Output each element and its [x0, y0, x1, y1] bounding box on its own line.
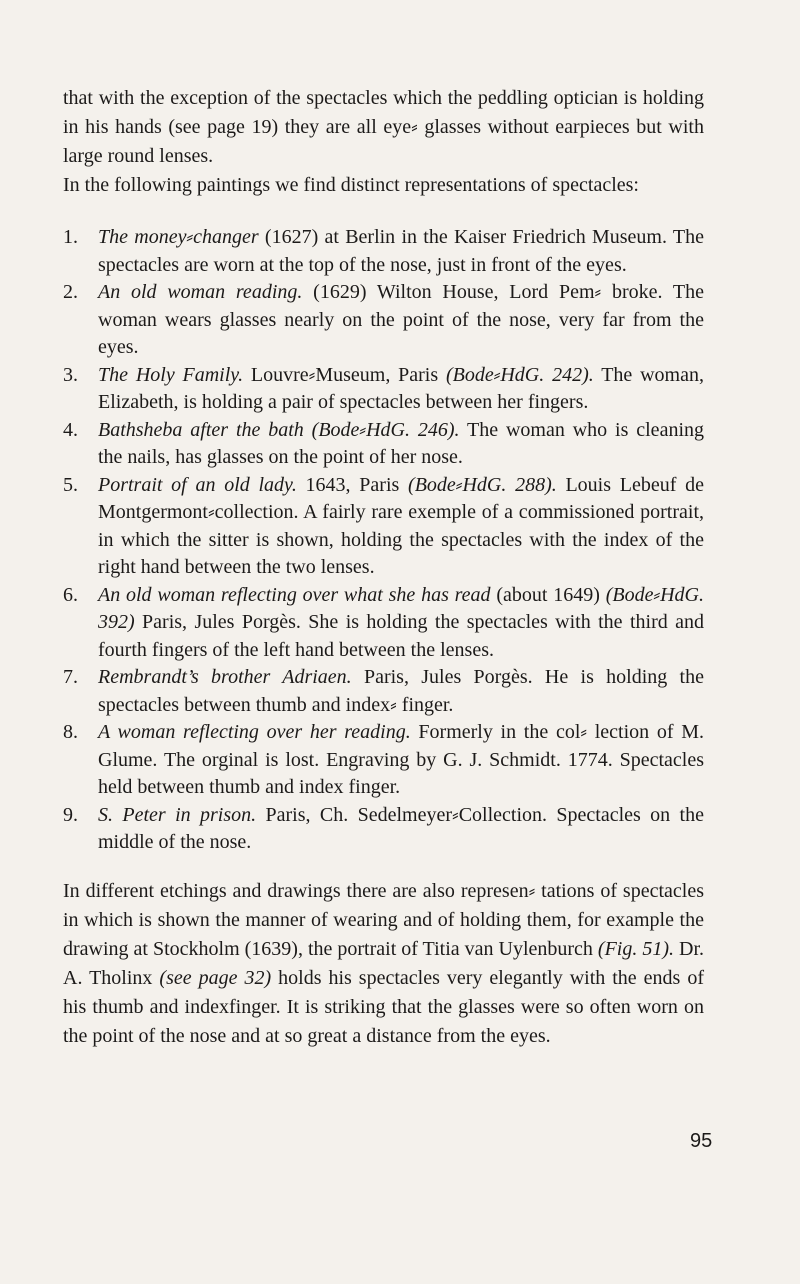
- item-text: Paris, Jules Porgès. He is holding the spectacles between thumb and index⸗ finger.: [98, 666, 704, 716]
- item-reference: (Bode⸗HdG. 242).: [445, 363, 594, 386]
- intro-paragraph-2: In the following paintings we find distinct representations of spectacles:: [63, 174, 639, 196]
- figure-reference: (Fig. 51).: [597, 937, 675, 960]
- item-number: 2.: [63, 281, 78, 303]
- closing-text-3: holds his spectacles very elegantly with the ends of his thumb and indexfinger. It is striking that the glasses were so often worn on the point of the nose and at so great a distance from the eyes.: [63, 966, 704, 1047]
- item-title: Rembrandt’s brother Adriaen.: [98, 666, 352, 688]
- list-item: [63, 664, 704, 719]
- item-title: S. Peter in prison.: [98, 803, 257, 826]
- item-text-2: Louis Lebeuf de Montgermont⸗collection. A fairly rare exemple of a commissioned portrait, in which the sitter is shown, holding the spectacles with the index of the right hand between the two lenses.: [98, 473, 704, 578]
- item-text: Formerly in the col⸗ lection of M. Glume. The orginal is lost. Engraving by G. J. Schmidt. 1774. Spectacles held between thumb and index finger.: [98, 721, 704, 798]
- list-item: [63, 719, 704, 802]
- item-number: 3.: [63, 363, 78, 386]
- item-text: Louvre⸗Museum, Paris: [243, 363, 446, 386]
- list-item: [63, 417, 704, 472]
- item-number: 4.: [63, 418, 78, 441]
- item-text-2: Paris, Jules Porgès. She is holding the spectacles with the third and fourth fingers of the left hand between the lenses.: [98, 611, 704, 661]
- item-text: (about 1649): [490, 583, 606, 606]
- item-reference: (Bode⸗HdG. 392): [98, 583, 704, 633]
- intro-paragraph-1: that with the exception of the spectacles which the peddling optician is holding in his hands (see page 19) they are all eye⸗ glasses without earpieces but with large round lenses.: [63, 87, 704, 167]
- item-number: 8.: [63, 721, 78, 743]
- item-title: A woman reflecting over her reading.: [98, 721, 411, 743]
- item-title: Portrait of an old lady.: [98, 473, 297, 496]
- item-title: The money⸗changer: [98, 226, 259, 248]
- closing-text-1: In different etchings and drawings there are also represen⸗ tations of spectacles in which is shown the manner of wearing and of holding them, for example the drawing at Stockholm (1639), the portrait of Titia van Uylenburch: [63, 879, 704, 960]
- item-title: The Holy Family.: [98, 363, 244, 386]
- item-reference: (Bode⸗HdG. 288).: [408, 473, 557, 496]
- closing-paragraph: [63, 877, 704, 1051]
- item-number: 6.: [63, 583, 78, 606]
- list-item: [63, 362, 704, 417]
- item-text: Paris, Ch. Sedelmeyer⸗Collection. Spectacles on the middle of the nose.: [98, 803, 704, 853]
- item-text: The woman who is cleaning the nails, has glasses on the point of her nose.: [98, 418, 704, 468]
- item-title: Bathsheba after the bath (Bode⸗HdG. 246).: [98, 418, 460, 441]
- list-item: [63, 802, 704, 857]
- list-item: [63, 279, 704, 362]
- list-item: [63, 224, 704, 279]
- closing-text-2: Dr. A. Tholinx: [63, 937, 705, 989]
- item-title: An old woman reflecting over what she has read: [98, 583, 491, 606]
- item-number: 7.: [63, 666, 78, 688]
- item-text: (1629) Wilton House, Lord Pem⸗ broke. The woman wears glasses nearly on the point of the nose, very far from the eyes.: [98, 281, 705, 358]
- item-text: 1643, Paris: [296, 473, 409, 496]
- item-text-2: The woman, Elizabeth, is holding a pair of spectacles between her fingers.: [98, 363, 704, 413]
- item-number: 5.: [63, 473, 78, 496]
- item-title: An old woman reading.: [98, 281, 303, 303]
- item-text: (1627) at Berlin in the Kaiser Friedrich Museum. The spectacles are worn at the top of the nose, just in front of the eyes.: [98, 226, 704, 276]
- list-item: [63, 582, 704, 665]
- item-number: 9.: [63, 803, 78, 826]
- paintings-list: [63, 224, 704, 857]
- page-number: 95: [690, 1130, 713, 1152]
- page-reference: (see page 32): [159, 966, 272, 989]
- item-number: 1.: [63, 226, 78, 248]
- list-item: [63, 472, 704, 582]
